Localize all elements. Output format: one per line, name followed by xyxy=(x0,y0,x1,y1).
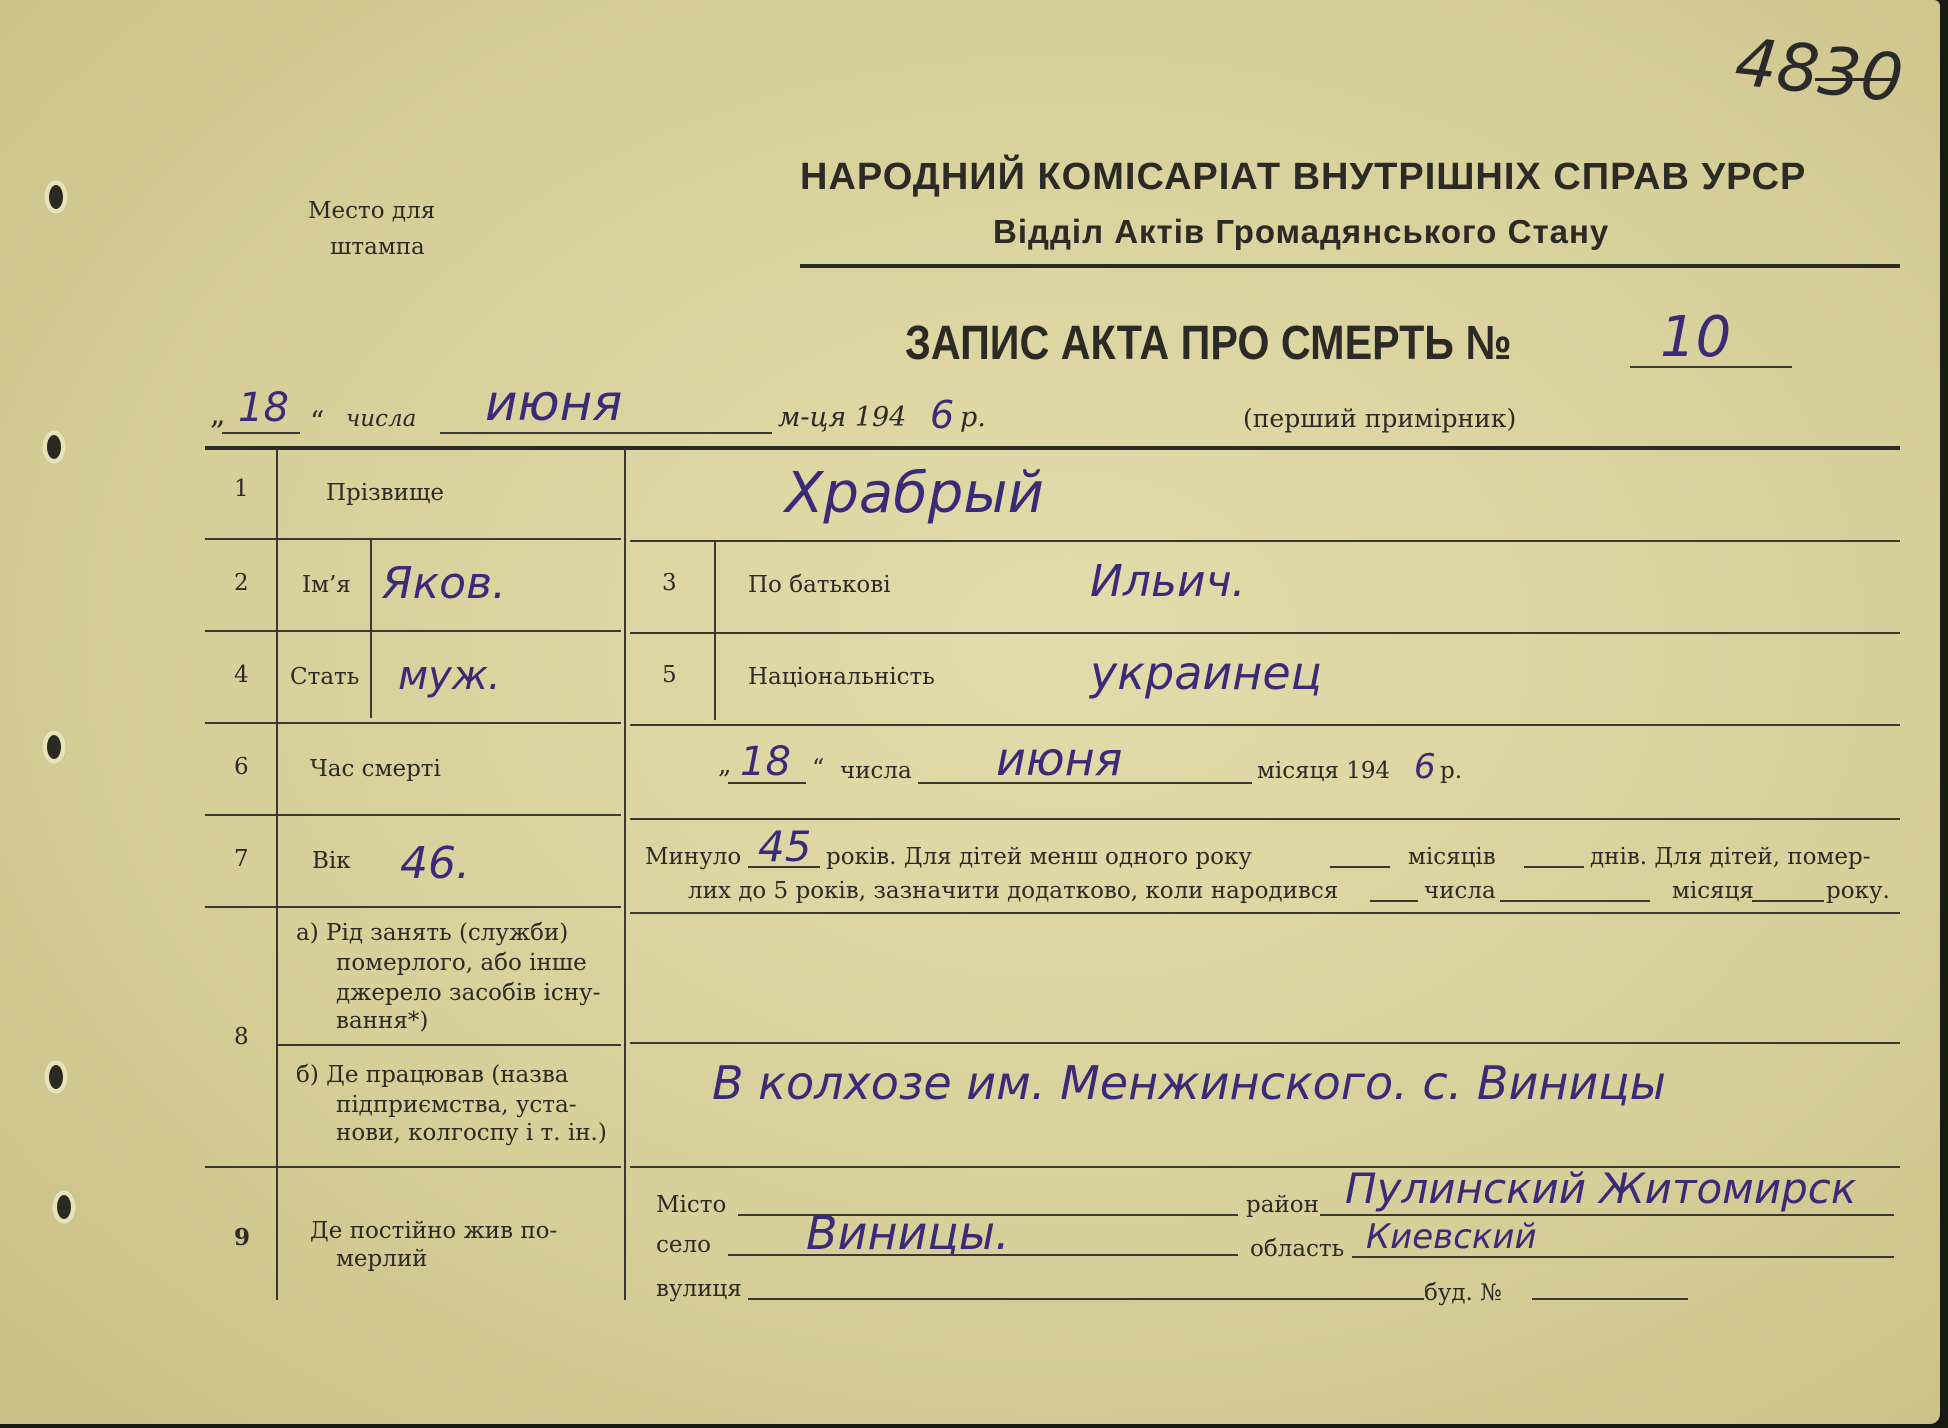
archive-number-strike xyxy=(1815,78,1895,81)
sex-value: муж. xyxy=(398,653,501,699)
date-day-label: числа xyxy=(346,406,417,432)
date-day-line xyxy=(222,432,300,434)
city-label: Місто xyxy=(656,1192,727,1218)
age-line1-a: Минуло xyxy=(645,844,742,870)
row-sep-right xyxy=(630,632,1900,634)
header-subtitle: Відділ Актів Громадянського Стану xyxy=(993,213,1610,250)
village-value: Виницы. xyxy=(806,1206,1010,1260)
age-line2-d: року. xyxy=(1826,878,1890,904)
nationality-label: Національність xyxy=(748,664,935,690)
house-label: буд. № xyxy=(1424,1280,1502,1306)
date-quote-open: „ xyxy=(210,397,226,432)
row-sep-right xyxy=(630,540,1900,542)
col-label-divider xyxy=(624,448,626,1300)
col-number-divider xyxy=(276,448,278,1300)
record-title: ЗАПИС АКТА ПРО СМЕРТЬ № xyxy=(905,317,1512,370)
age-line1-c: місяців xyxy=(1408,844,1496,870)
death-day-label: числа xyxy=(840,758,912,784)
row-sep xyxy=(205,814,621,816)
punch-hole xyxy=(44,180,68,214)
death-month: июня xyxy=(996,732,1123,786)
row-sep-right xyxy=(630,912,1900,914)
table-top-rule xyxy=(205,446,1900,450)
punch-hole xyxy=(52,1190,76,1224)
age-years-line xyxy=(748,866,820,868)
date-year-suffix: р. xyxy=(960,402,986,433)
district-value: Пулинский Житомирск xyxy=(1345,1164,1857,1213)
patronymic-value: Ильич. xyxy=(1090,556,1246,607)
date-month-line xyxy=(440,432,772,434)
occupation-label-line: а) Рід занять (служби) xyxy=(296,920,569,946)
village-label: село xyxy=(656,1232,711,1258)
death-day-line xyxy=(728,782,806,784)
record-number: 10 xyxy=(1660,305,1732,370)
nationality-value: украинец xyxy=(1090,646,1322,700)
sex-label: Стать xyxy=(290,664,360,690)
archive-number: 4830 xyxy=(1731,23,1907,118)
age-line2-c: місяця xyxy=(1672,878,1754,904)
row-sep xyxy=(278,1044,621,1046)
header-title: НАРОДНИЙ КОМІСАРІАТ ВНУТРІШНІХ СПРАВ УРСР xyxy=(800,156,1807,198)
occupation-label-line: померлого, або інше xyxy=(336,950,587,976)
death-year-suffix: р. xyxy=(1440,758,1463,784)
house-line xyxy=(1532,1298,1688,1300)
punch-hole xyxy=(42,430,66,464)
row1-number: 1 xyxy=(234,476,249,502)
occupation-label-line: вання*) xyxy=(336,1008,429,1034)
punch-hole xyxy=(44,1060,68,1094)
row-sep xyxy=(205,1166,621,1168)
first-name-value: Яков. xyxy=(382,558,506,609)
row7-number: 7 xyxy=(234,846,249,872)
workplace-label-line: підприємства, уста- xyxy=(336,1092,577,1118)
age-years: 45 xyxy=(758,822,812,871)
workplace-label-line: нови, колгоспу і т. ін.) xyxy=(336,1120,607,1146)
age-label: Вік xyxy=(312,848,351,874)
age-line1-d: днів. Для дітей, помер- xyxy=(1590,844,1871,870)
row-sep xyxy=(205,538,621,540)
row-sep xyxy=(205,722,621,724)
row-sep-right xyxy=(630,818,1900,820)
row3-number: 3 xyxy=(662,570,677,596)
row6-number: 6 xyxy=(234,754,249,780)
days-line xyxy=(1524,866,1584,868)
row2-number: 2 xyxy=(234,570,249,596)
residence-label-line: мерлий xyxy=(336,1246,428,1272)
death-quote-close: “ xyxy=(812,754,825,782)
stamp-place-line2: штампа xyxy=(330,234,425,260)
region-label: область xyxy=(1250,1236,1345,1262)
occupation-label-line: джерело засобів існу- xyxy=(336,980,601,1006)
row-sep-right xyxy=(630,724,1900,726)
residence-label-line: Де постійно жив по- xyxy=(310,1218,558,1244)
months-line xyxy=(1330,866,1390,868)
workplace-label-line: б) Де працював (назва xyxy=(296,1062,569,1088)
surname-value: Храбрый xyxy=(785,461,1044,526)
date-day: 18 xyxy=(238,385,289,431)
patronymic-inner-divider xyxy=(714,542,716,720)
first-name-label: Ім’я xyxy=(302,572,351,598)
district-line xyxy=(1320,1214,1894,1216)
surname-label: Прізвище xyxy=(326,480,444,506)
born-month-line xyxy=(1500,900,1650,902)
date-year-digit: 6 xyxy=(930,393,955,437)
age-line2-a: лих до 5 років, зазначити додатково, коли народився xyxy=(688,878,1339,904)
death-quote-open: „ xyxy=(718,750,732,780)
death-month-label: місяця 194 xyxy=(1257,758,1391,784)
death-month-line xyxy=(918,782,1252,784)
date-quote-close: “ xyxy=(310,405,325,438)
row9-number: 9 xyxy=(234,1224,251,1251)
punch-hole xyxy=(42,730,66,764)
death-day: 18 xyxy=(740,739,791,785)
district-label: район xyxy=(1246,1192,1319,1218)
header-rule xyxy=(800,264,1900,268)
date-month-label: м-ця 194 xyxy=(778,402,907,433)
street-line xyxy=(748,1298,1424,1300)
workplace-value: В колхозе им. Менжинского. с. Виницы xyxy=(712,1056,1666,1110)
death-time-label: Час смерті xyxy=(310,756,441,782)
born-year-line xyxy=(1752,900,1824,902)
row-sep xyxy=(205,630,621,632)
row-sep-right xyxy=(630,1042,1900,1044)
row8-number: 8 xyxy=(234,1024,249,1050)
born-day-line xyxy=(1370,900,1418,902)
date-month: июня xyxy=(485,374,623,432)
age-line1-b: років. Для дітей менш одного року xyxy=(826,844,1252,870)
patronymic-label: По батькові xyxy=(748,572,891,598)
row4-number: 4 xyxy=(234,662,249,688)
street-label: вулиця xyxy=(656,1276,742,1302)
row5-number: 5 xyxy=(662,662,677,688)
row-sep xyxy=(205,906,621,908)
age-line2-b: числа xyxy=(1424,878,1496,904)
copy-note: (перший примірник) xyxy=(1243,404,1517,433)
age-value: 46. xyxy=(400,838,470,889)
record-number-line xyxy=(1630,366,1792,368)
stamp-place-line1: Место для xyxy=(308,198,436,224)
name-inner-divider xyxy=(370,540,372,718)
death-year-digit: 6 xyxy=(1414,747,1436,787)
region-value: Киевский xyxy=(1366,1217,1537,1257)
